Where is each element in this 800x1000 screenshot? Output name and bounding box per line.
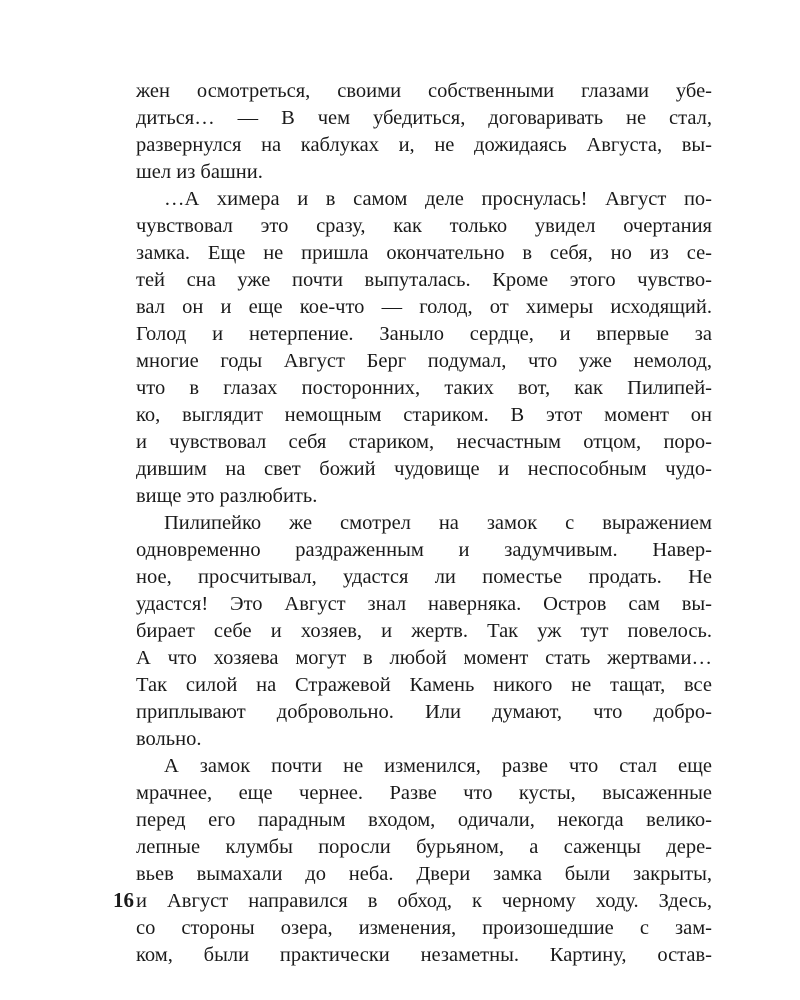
text-line: что в глазах посторонних, таких вот, как Пилипей- bbox=[136, 377, 712, 399]
text-line: развернулся на каблуках и, не дожидаясь Августа, вы- bbox=[136, 134, 712, 156]
text-line: вьев вымахали до неба. Двери замка были закрыты, bbox=[136, 863, 712, 885]
text-line: бирает себе и хозяев, и жертв. Так уж тут повелось. bbox=[136, 620, 712, 642]
text-line: одновременно раздраженным и задумчивым. Навер- bbox=[136, 539, 712, 561]
text-line: диться… — В чем убедиться, договаривать не стал, bbox=[136, 107, 712, 129]
text-line: Пилипейко же смотрел на замок с выражением bbox=[164, 512, 712, 534]
text-line: А замок почти не изменился, разве что стал еще bbox=[164, 755, 712, 777]
text-line: вал он и еще кое-что — голод, от химеры исходящий. bbox=[136, 296, 712, 318]
text-line: замка. Еще не пришла окончательно в себя, но из се- bbox=[136, 242, 712, 264]
text-line: …А химера и в самом деле проснулась! Август по- bbox=[164, 188, 712, 210]
body-text bbox=[136, 78, 712, 969]
text-line: и чувствовал себя стариком, несчастным отцом, поро- bbox=[136, 431, 712, 453]
text-line: и Август направился в обход, к черному ходу. Здесь, bbox=[136, 890, 712, 912]
text-line: ком, были практически незаметны. Картину, остав- bbox=[136, 944, 712, 966]
text-line: жен осмотреться, своими собственными глазами убе- bbox=[136, 80, 712, 102]
text-line: вище это разлюбить. bbox=[136, 485, 318, 507]
text-line: удастся! Это Август знал наверняка. Остров сам вы- bbox=[136, 593, 712, 615]
page-number: 16 bbox=[113, 888, 134, 912]
text-line: тей сна уже почти выпуталась. Кроме этого чувство- bbox=[136, 269, 712, 291]
text-line: А что хозяева могут в любой момент стать жертвами… bbox=[136, 647, 712, 669]
text-line: Голод и нетерпение. Заныло сердце, и впервые за bbox=[136, 323, 712, 345]
text-line: ко, выглядит немощным стариком. В этот момент он bbox=[136, 404, 712, 426]
text-line: Так силой на Стражевой Камень никого не тащат, все bbox=[136, 674, 712, 696]
text-line: вольно. bbox=[136, 728, 202, 750]
text-line: перед его парадным входом, одичали, некогда велико- bbox=[136, 809, 712, 831]
text-line: со стороны озера, изменения, произошедшие с зам- bbox=[136, 917, 712, 939]
text-line: мрачнее, еще чернее. Разве что кусты, высаженные bbox=[136, 782, 712, 804]
text-line: лепные клумбы поросли бурьяном, а саженцы дере- bbox=[136, 836, 712, 858]
text-line: дившим на свет божий чудовище и неспособным чудо- bbox=[136, 458, 712, 480]
text-line: приплывают добровольно. Или думают, что добро- bbox=[136, 701, 712, 723]
text-line: ное, просчитывал, удастся ли поместье продать. Не bbox=[136, 566, 712, 588]
text-line: многие годы Август Берг подумал, что уже немолод, bbox=[136, 350, 712, 372]
text-line: шел из башни. bbox=[136, 161, 263, 183]
text-line: чувствовал это сразу, как только увидел очертания bbox=[136, 215, 712, 237]
